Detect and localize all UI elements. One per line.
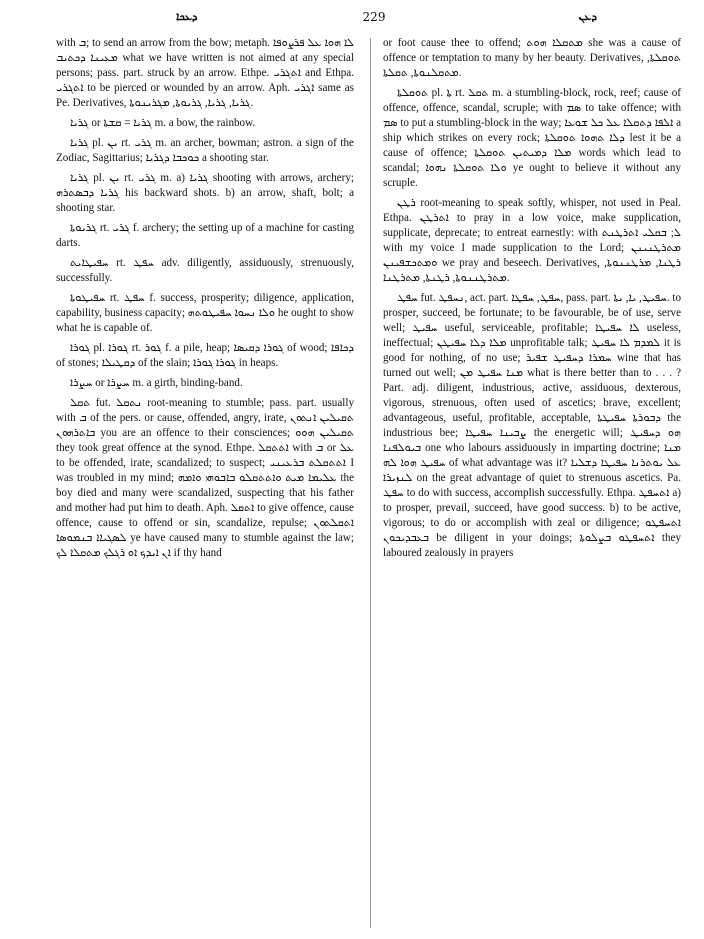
entry-paragraph: ܚܦܛ fut. ܢܚܦܛ, act. part. ܚܦܛ, ܚܦܛܐ, pass. part. ܚܦܝܛ, ܝܐ, ܝܬܐ. to prosper, succeed, be fortunate; to be favourable, be of use, serve well; ܚܦܝܛ useful, serviceable, profitable; ܠܐ ܚܦܝܛܐ useless, ineffectual; ܡܠܐ ܕܠܐ ܚܦܝܛܢ unprofitable talk; ܠܡܕܡ ܠܐ ܚܦܝܛ it is good for nothing, of no use; ܚܡܪܐ ܕܚܦܝܛ ܫܦܝܪ wine that has turned out well; ܡܢܐ ܚܦܝܛ ܡܢ what is there better than to . . . ? Part. adj. diligent, industrious, active, assiduous, dexterous, vigorous, strenuous, often used of ascetics; brave, excellent; advantageous, useful, profitable, acceptable, ܕܒܘܪܬܐ ܚܦܝܛܬܐ the industrious bee; ܨܒܝܢܐ ܚܦܝܛܐ the energetic will; ܗܘ ܕܚܦܝܛ ܒܝܘܠܦܢܐ one who labours assiduously in imparting doctrine; ܡܢܐ ܚܦܝܛ ܗܘܐ ܠܗ of what advantage was it? ܥܠ ܝܘܬܪܢܐ ܚܦܝܛܐ ܕܫܠܝܐ ܠܢܙܝܪܐ on the great advantage of quiet to strenuous ascetics. Pa. ܚܦܛ to do with success, accomplish successfully. Ethpa. ܐܬܚܦܛ a) to prosper, prevail, succeed, have good success. b) to be active, vigorous; to do or accomplish with zeal or diligence; ܐܬܚܦܛܘ ܒܥܒܕܝܟܘܢ be diligent in your doings; ܐܬܚܦܛܘ ܒܨܠܘܬܐ they laboured zealously in prayers [383,292,681,559]
entry-paragraph: ܚܨܪܐ or ܚܨܪܐ m. a girth, binding-band. [70,377,243,389]
page-number: 229 [362,10,386,24]
column-divider [370,38,371,928]
entry-paragraph: ܬܩܠ fut. ܢܬܩܠ root-meaning to stumble; pass. part. usually with ܒ of the pers. or cause, offended, angry, irate, ܬܩܝܠܝܢ ܐܢܬܘܢ ܒܐܬܪܗܘܢ you are an offence to their consciences; ܬܩܝܠܝܢ ܗܘܘ they took great offence at the synod. Ethpe. ܐܬܬܩܠ with ܒ or ܥܠ to be offended, irate, scandalized; to suspect; ܐܬܬܩܠܬ ܒܪܥܝܢܝ I was troubled in my mind; ܥܠܝܡܐ ܡܝܬ ܘܐܬܬܩܠܘ ܒܐܒܘܗܝ ܘܐܡܗ the boy died and many were scandalized, suspecting that his father and mother had put him to death. Aph. ܐܬܩܠ to give offence, cause offence, cause to offend or sin, scandalize, repulse; ܐܬܩܠܬܘܢ ܠܣܓܝܐܐ ܒܢܡܘܣܐ ye have caused many to stumble against the law; ܐܢ ܐܝܕܟ ܐܘ ܪܓܠܟ ܡܬܩܠܐ ܠܟ if thy hand [56,397,354,559]
entry-paragraph: ܚܦܝܛܐܝܬ rt. ܚܦܛ adv. diligently, assiduously, strenuously, successfully. [56,257,354,284]
entry-paragraph: ܓܪܝܐ pl. ܝܢ rt. ܓܪܝ m. a) ܓܪܝܐ shooting with arrows, archery; ܓܪܝܐ ܕܒܣܬܪܗ his backward shots. b) an arrow, shaft, bolt; a shooting star. [56,172,354,214]
entry-paragraph: ܓܪܝܐ or ܓܪܝܐ = ܩܫܬܐ m. a bow, the rainbow. [70,117,256,129]
page-header [56,6,692,30]
entry-paragraph: ܬܘܩܠܬܐ pl. ܬܐ rt. ܬܩܠ m. a stumbling-block, rock, reef; cause of offence, offence, scandal, scruple; with ܣܡ to take offence; with ܣܡ to put a stumbling-block in the way; ܐܠܦܐ ܕܬܩܠܐ ܥܠ ܟܠ ܫܘܥܐ a ship which strikes on every rock; ܕܠܐ ܬܗܘܐ ܬܘܩܠܬܐ lest it be a cause of offence; ܡܠܐ ܕܡܝܬܝܢ ܬܘܩܠܬܐ words which lead to scandal; ܘܠܐ ܬܘܩܠܬܐ ܢܗܘܐ ye ought to believe it without any scruple. [383,87,681,189]
entry-paragraph: or foot cause thee to offend; ܡܬܩܠܐ ܗܘܬ she was a cause of offence or temptation to many by her beauty. Derivatives, ܬܘܩܠܬܐ, ܡܬܩܠܢܘܬܐ, ܬܩܠܬܐ. [383,37,681,79]
running-head-left: ܕܥܟܐ [176,10,198,23]
entry-paragraph: ܓܪܝܘܬܐ rt. ܓܪܝ f. archery; the setting up of a machine for casting darts. [56,222,354,249]
left-column [56,36,354,932]
right-column [383,36,681,932]
entry-paragraph: ܚܦܝܛܘܬܐ rt. ܚܦܛ f. success, prosperity; diligence, application, capability, business capacity; ܘܠܐ ܢܚܘܐ ܚܦܝܛܘܬܗ he ought to show what he is capable of. [56,292,354,334]
entry-paragraph: ܓܘܪܐ pl. ܓܘܪܐ rt. ܓܘܪ f. a pile, heap; ܓܘܪܐ ܕܩܝܣܐ of wood; ܕܟܐܦܐ of stones; ܕܩܛܝܠܐ of the slain; ܓܘܪܐ ܓܘܪܐ in heaps. [56,342,354,369]
entry-paragraph: with ܒ; to send an arrow from the bow; metaph. ܠܐ ܗܘܐ ܥܠ ܦܪܨܘܦܐ ܡܥܝܢܐ ܕܟܬܝܒ what we have written is not aimed at any special persons; pass. part. struck by an arrow. Ethpe. ܐܬܓܪܝ and Ethpa. ܐܬܓܪܝ to be pierced or wounded by an arrow. Aph. ܐܓܪܝ same as Pe. Derivatives, ܓܪܝܐ, ܓܪܝܐ, ܓܪܝܘܬܐ, ܡܓܪܝܢܘܬܐ. [56,37,354,109]
running-head-right: ܕܥܢ [578,10,597,23]
entry-paragraph: ܪܛܢ root-meaning to speak softly, whisper, not used in Peal. Ethpa. ܐܬܪܛܢ to pray in a low voice, make supplication, supplicate, deprecate; to entreat earnestly: with ܠ; ܒܩܠܝ ܐܬܪܛܢܬ with my voice I made supplication to the Lord; ܡܬܪܛܢܝܢܢ ܘܡܬܟܫܦܝܢܢ we pray and beseech. Derivatives, ܪܛܢܐ, ܡܪܛܢܢܘܬܐ, ܡܬܪܛܢܢܘܬܐ, ܪܛܢܬܐ, ܡܬܪܛܢܐ. [383,197,681,284]
entry-paragraph: ܓܪܝܐ pl. ܝܢ rt. ܓܪܝ m. an archer, bowman; astron. a sign of the Zodiac, Sagittarius; ܟܘܟܒܐ ܕܓܪܝܐ a shooting star. [56,137,354,164]
